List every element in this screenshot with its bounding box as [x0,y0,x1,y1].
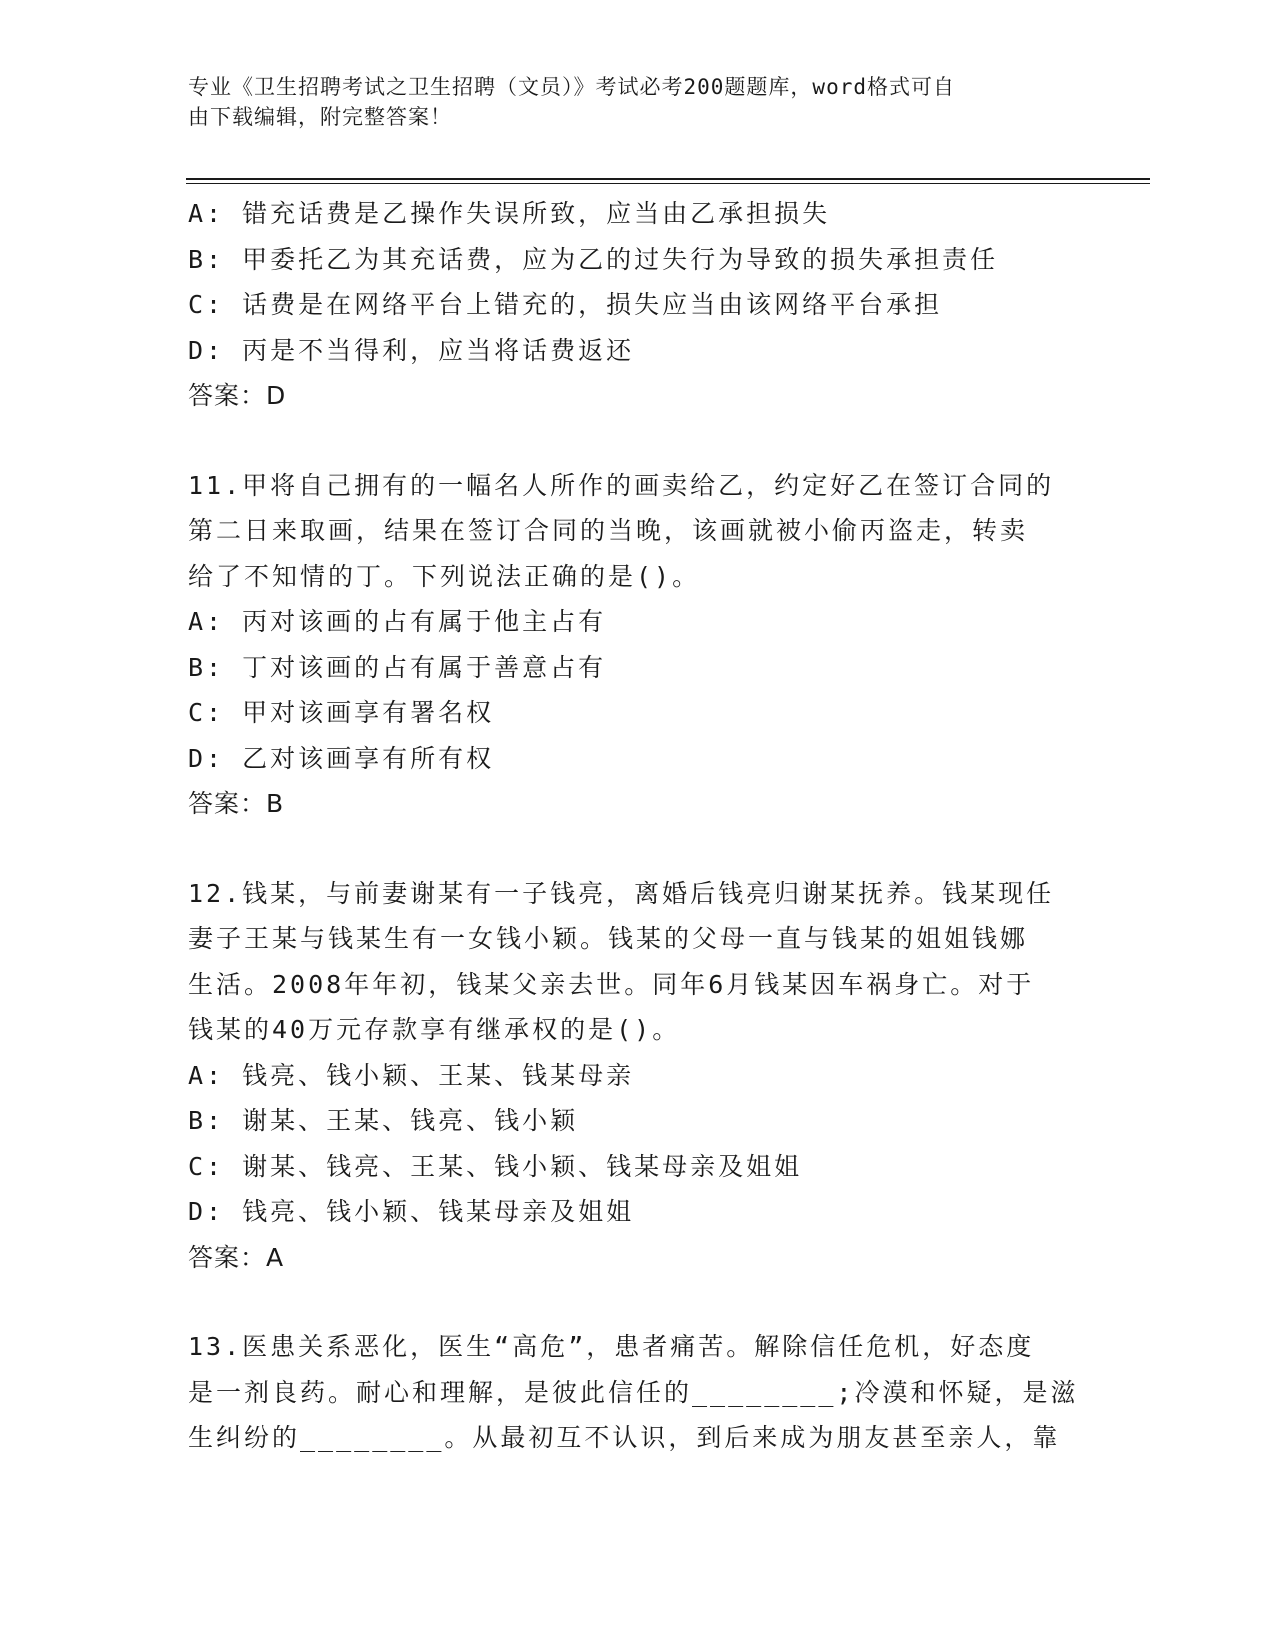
option-c: C: 话费是在网络平台上错充的，损失应当由该网络平台承担 [188,290,943,319]
question-11 [188,463,1088,827]
question-stem-line: 生纠纷的________。从最初互不认识，到后来成为朋友甚至亲人，靠 [188,1423,1061,1452]
question-stem-line: 11.甲将自己拥有的一幅名人所作的画卖给乙，约定好乙在签订合同的 [188,470,1055,500]
option-d: D: 丙是不当得利，应当将话费返还 [188,335,635,365]
question-stem-line: 13.医患关系恶化，医生“高危”，患者痛苦。解除信任危机，好态度 [188,1332,1035,1361]
option-d: D: 乙对该画享有所有权 [188,743,495,773]
option-b: B: 丁对该画的占有属于善意占有 [188,652,607,682]
question-stem-line: 第二日来取画，结果在签订合同的当晚，该画就被小偷丙盗走，转卖 [188,516,1029,545]
question-stem-line: 妻子王某与钱某生有一女钱小颖。钱某的父母一直与钱某的姐姐钱娜 [188,924,1029,953]
option-b: B: 甲委托乙为其充话费，应为乙的过失行为导致的损失承担责任 [188,244,999,274]
header-line-1: 专业《卫生招聘考试之卫生招聘（文员）》考试必考200题题库，word格式可自 [188,75,955,99]
question-13 [188,1324,1088,1461]
option-b: B: 谢某、王某、钱亮、钱小颖 [188,1106,579,1135]
option-c: C: 甲对该画享有署名权 [188,698,495,727]
header-line-2: 由下载编辑，附完整答案！ [188,105,452,129]
question-12 [188,871,1088,1281]
option-a: A: 钱亮、钱小颖、王某、钱某母亲 [188,1060,635,1090]
option-d: D: 钱亮、钱小颖、钱某母亲及姐姐 [188,1197,635,1226]
spacer [188,1280,1088,1324]
question-stem-line: 12.钱某，与前妻谢某有一子钱亮，离婚后钱亮归谢某抚养。钱某现任 [188,878,1055,908]
answer: 答案：D [188,381,287,410]
header-divider-thick [186,178,1150,180]
question-10 [188,191,1088,419]
option-a: A: 错充话费是乙操作失误所致，应当由乙承担损失 [188,199,831,228]
spacer [188,419,1088,463]
answer: 答案：A [188,1242,285,1272]
question-list [188,191,1088,1461]
question-stem-line: 生活。2008年年初，钱某父亲去世。同年6月钱某因车祸身亡。对于 [188,969,1035,999]
question-stem-line: 给了不知情的丁。下列说法正确的是()。 [188,561,701,591]
question-stem-line: 是一剂良药。耐心和理解，是彼此信任的________;冷漠和怀疑，是滋 [188,1377,1079,1407]
header-divider-thin [186,183,1150,184]
document-header [188,72,1068,132]
answer: 答案：B [188,789,285,818]
option-a: A: 丙对该画的占有属于他主占有 [188,607,607,636]
question-stem-line: 钱某的40万元存款享有继承权的是()。 [188,1015,681,1044]
option-c: C: 谢某、钱亮、王某、钱小颖、钱某母亲及姐姐 [188,1151,803,1181]
spacer [188,827,1088,871]
